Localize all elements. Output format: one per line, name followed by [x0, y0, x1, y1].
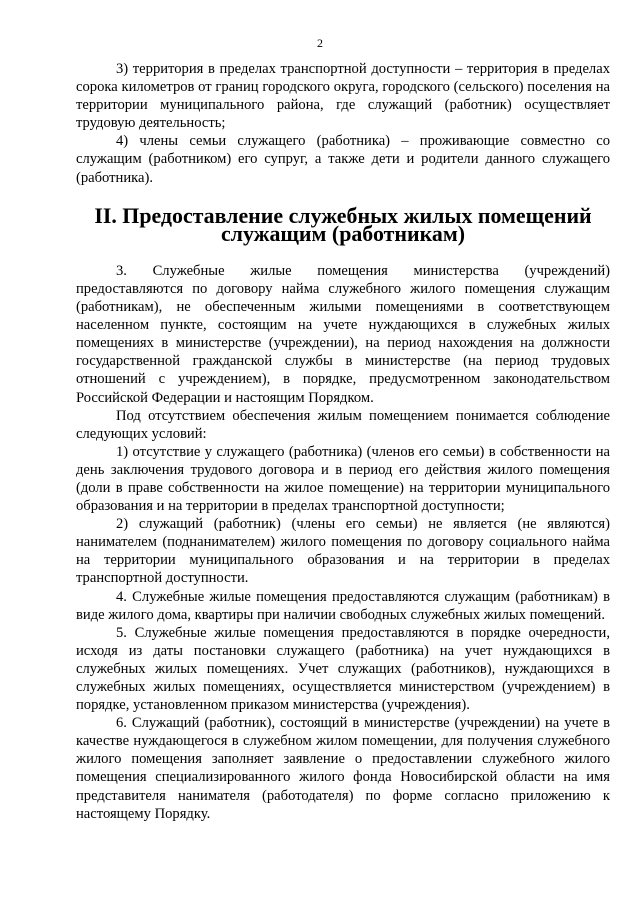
paragraph-conditions-intro: Под отсутствием обеспечения жилым помещением понимается соблюдение следующих условий:	[76, 407, 610, 442]
section-heading-line-2: служащим (работникам)	[220, 220, 466, 246]
page-number: 2	[317, 36, 323, 50]
paragraph-clause-5: 5. Служебные жилые помещения предоставляются в порядке очередности, исходя из даты постановки служащего (работника) на учет нуждающихся в служебных жилых помещениях. Учет служащих (работников), нуждающихся в служебных жилых помещениях, осуществляется министерством (учреждением) в порядке, установленном приказом министерства (учреждения).	[76, 624, 610, 714]
paragraph-item-4-family-members: 4) члены семьи служащего (работника) – проживающие совместно со служащим (работником) его супруг, а также дети и родители данного служащего (работника).	[76, 133, 610, 186]
paragraph-clause-3: 3. Служебные жилые помещения министерства (учреждений) предоставляются по договору найма служебного жилого помещения служащим (работникам), не обеспеченным жилыми помещениями в соответствующем населенном пункте, состоящим на учете нуждающихся в служебных жилых помещениях в министерстве (учреждении), на период нахождения на должности государственной гражданской службы в министерстве (на период трудовых отношений с учреждением), в порядке, предусмотренном законодательством Российской Федерации и настоящим Порядком.	[76, 262, 610, 406]
paragraph-clause-6: 6. Служащий (работник), состоящий в министерстве (учреждении) на учете в качестве нуждающегося в служебном жилом помещении, для получения служебного жилого помещения заполняет заявление о предоставлении служебного жилого помещения специализированного жилого фонда Новосибирской области на имя представителя нанимателя (работодателя) по форме согласно приложению к настоящему Порядку.	[76, 715, 610, 822]
section-heading-line-1: II. Предоставление служебных жилых помещений	[94, 202, 592, 228]
document-body	[76, 60, 610, 823]
paragraph-item-3-transport-access: 3) территория в пределах транспортной доступности – территория в пределах сорока километров от границ городского округа, городского (сельского) поселения на территории муниципального района, где служащий (работник) осуществляет трудовую деятельность;	[76, 61, 610, 132]
paragraph-condition-1: 1) отсутствие у служащего (работника) (членов его семьи) в собственности на день заключения трудового договора и в период его действия жилого помещения (доли в праве собственности на жилое помещение) на территории муниципального образования и на территории в пределах транспортной доступности;	[76, 443, 610, 515]
paragraph-condition-2: 2) служащий (работник) (члены его семьи) не является (не являются) нанимателем (поднанимателем) жилого помещения по договору социального найма на территории муниципального образования и на территории в пределах транспортной доступности.	[76, 516, 610, 587]
paragraph-clause-4: 4. Служебные жилые помещения предоставляются служащим (работникам) в виде жилого дома, квартиры при наличии свободных служебных жилых помещений.	[76, 588, 610, 623]
section-heading	[76, 202, 610, 246]
